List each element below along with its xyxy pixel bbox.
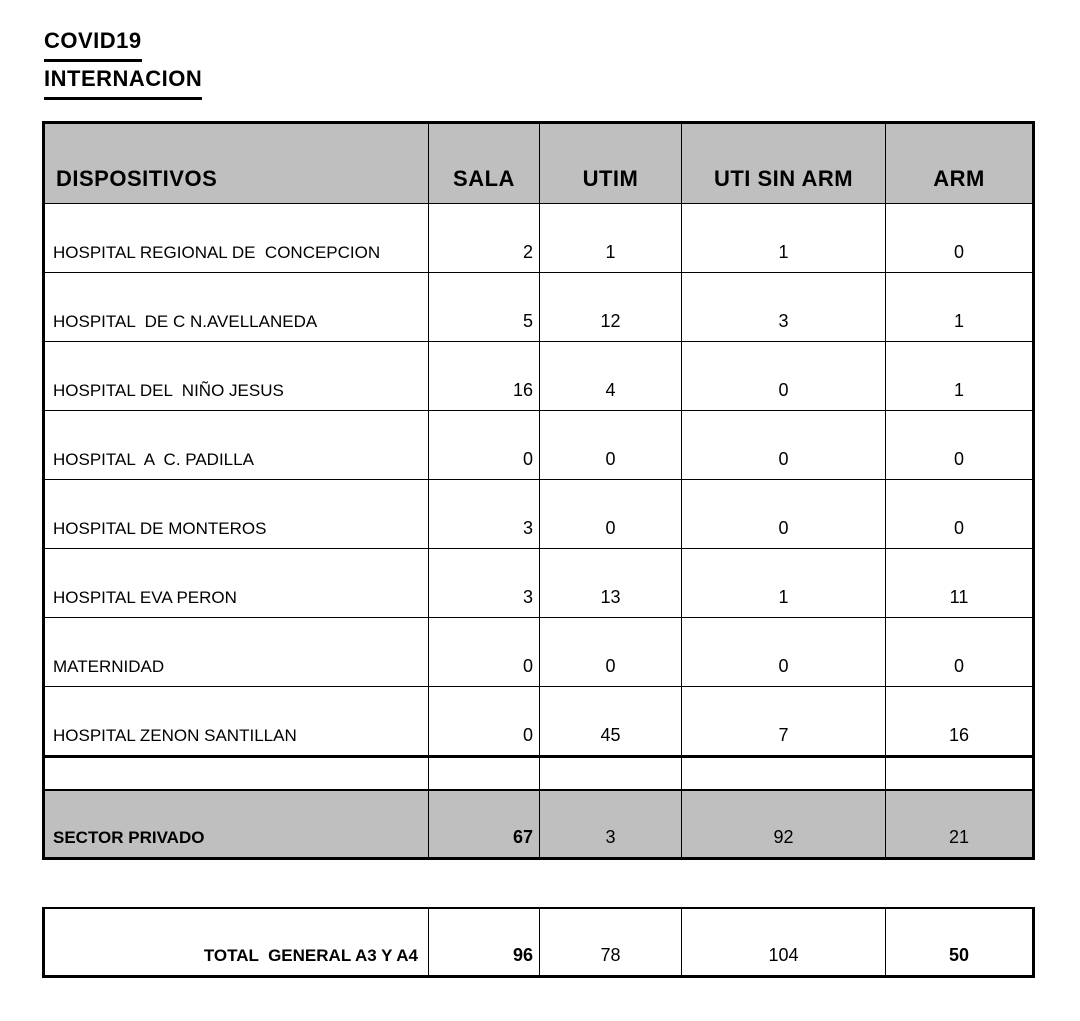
hospital-name-cell: HOSPITAL DE C N.AVELLANEDA	[44, 273, 429, 342]
hospital-name-cell: MATERNIDAD	[44, 618, 429, 687]
internacion-table	[42, 121, 1035, 832]
utim-cell: 13	[540, 549, 682, 618]
hospital-name-cell: HOSPITAL EVA PERON	[44, 549, 429, 618]
utim-cell: 45	[540, 687, 682, 757]
utim-cell: 4	[540, 342, 682, 411]
total-general-sala-cell: 96	[429, 908, 540, 977]
table-row	[44, 204, 1034, 273]
title-internacion	[44, 62, 202, 100]
uti-sin-arm-cell: 1	[682, 549, 886, 618]
sector-privado-sala-cell: 67	[429, 790, 540, 859]
sala-cell: 0	[429, 687, 540, 757]
sala-cell: 2	[429, 204, 540, 273]
column-header-dispositivos: DISPOSITIVOS	[44, 123, 429, 204]
uti-sin-arm-cell: 0	[682, 618, 886, 687]
sala-cell: 3	[429, 480, 540, 549]
table-row	[44, 480, 1034, 549]
table-row	[44, 273, 1034, 342]
arm-cell: 0	[886, 411, 1034, 480]
utim-cell: 12	[540, 273, 682, 342]
header-row	[44, 123, 1034, 204]
uti-sin-arm-cell: 0	[682, 342, 886, 411]
sala-cell: 0	[429, 618, 540, 687]
sector-privado-uti-sin-arm-cell: 92	[682, 790, 886, 859]
sala-cell: 5	[429, 273, 540, 342]
arm-cell: 0	[886, 204, 1034, 273]
sala-cell: 0	[429, 411, 540, 480]
total-general-arm-cell: 50	[886, 908, 1034, 977]
column-header-arm: ARM	[886, 123, 1034, 204]
table-row	[44, 411, 1034, 480]
sector-privado-arm-cell: 21	[886, 790, 1034, 859]
utim-cell: 0	[540, 480, 682, 549]
uti-sin-arm-cell: 0	[682, 480, 886, 549]
total-general-row	[44, 908, 1034, 977]
hospital-name-cell: HOSPITAL REGIONAL DE CONCEPCION	[44, 204, 429, 273]
table-row	[44, 618, 1034, 687]
arm-cell: 11	[886, 549, 1034, 618]
utim-cell: 1	[540, 204, 682, 273]
uti-sin-arm-cell: 3	[682, 273, 886, 342]
sector-privado-label-cell: SECTOR PRIVADO	[44, 790, 429, 859]
utim-cell: 0	[540, 618, 682, 687]
title-covid19-text: COVID19	[44, 24, 142, 62]
table-row	[44, 342, 1034, 411]
table-row	[44, 549, 1034, 618]
hospital-name-cell: HOSPITAL ZENON SANTILLAN	[44, 687, 429, 757]
table-row	[44, 687, 1034, 757]
hospital-name-cell: HOSPITAL DEL NIÑO JESUS	[44, 342, 429, 411]
arm-cell: 16	[886, 687, 1034, 757]
column-header-uti-sin-arm: UTI SIN ARM	[682, 123, 886, 204]
arm-cell: 0	[886, 618, 1034, 687]
column-header-sala: SALA	[429, 123, 540, 204]
total-general-uti-sin-arm-cell: 104	[682, 908, 886, 977]
sector-privado-table	[42, 789, 1035, 860]
sala-cell: 3	[429, 549, 540, 618]
column-header-utim: UTIM	[540, 123, 682, 204]
uti-sin-arm-cell: 1	[682, 204, 886, 273]
total-general-utim-cell: 78	[540, 908, 682, 977]
uti-sin-arm-cell: 7	[682, 687, 886, 757]
sector-privado-row	[44, 790, 1034, 859]
title-internacion-text: INTERNACION	[44, 62, 202, 100]
total-general-label-cell: TOTAL GENERAL A3 Y A4	[44, 908, 429, 977]
arm-cell: 0	[886, 480, 1034, 549]
hospital-name-cell: HOSPITAL DE MONTEROS	[44, 480, 429, 549]
uti-sin-arm-cell: 0	[682, 411, 886, 480]
title-covid19	[44, 24, 202, 62]
arm-cell: 1	[886, 273, 1034, 342]
document-titles	[44, 24, 202, 100]
arm-cell: 1	[886, 342, 1034, 411]
sector-privado-utim-cell: 3	[540, 790, 682, 859]
total-general-table	[42, 907, 1035, 978]
utim-cell: 0	[540, 411, 682, 480]
hospital-name-cell: HOSPITAL A C. PADILLA	[44, 411, 429, 480]
sala-cell: 16	[429, 342, 540, 411]
